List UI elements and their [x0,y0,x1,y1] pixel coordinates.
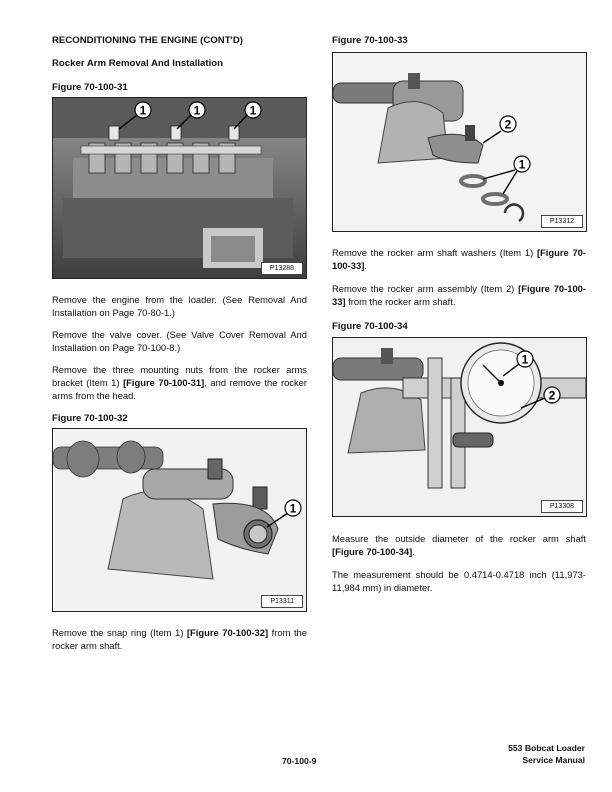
figure-32-photo [52,428,307,612]
footer-manual: Service Manual [522,754,585,765]
step-remove-mounting-nuts: Remove the three mounting nuts from the rocker arms bracket (Item 1) [Figure 70-100-31], and remove the rocker arms from the head. [52,364,307,402]
figure-33-caption: Figure 70-100-33 [332,35,408,46]
manual-identifier [508,743,585,766]
caliper-measurement-illustration [333,338,586,516]
page-number: 70-100-9 [282,756,317,766]
figure-33-callout-1: 1 [518,157,526,172]
step-remove-washers: Remove the rocker arm shaft washers (Item 1) [Figure 70-100-33]. [332,247,586,272]
figure-31-photo [52,97,307,279]
figure-32-photo-code: P13311 [261,595,303,608]
figure-31-callout-1b: 1 [193,103,201,118]
figure-34-caption: Figure 70-100-34 [332,321,408,332]
step-remove-rocker-arm-assembly: Remove the rocker arm assembly (Item 2) [Figure 70-100-33] from the rocker arm shaft. [332,283,587,308]
section-title: RECONDITIONING THE ENGINE (CONT'D) [52,35,243,46]
figure-reference: [Figure 70-100-34] [332,546,413,558]
step-remove-valve-cover: Remove the valve cover. (See Valve Cover Removal And Installation on Page 70-100-8.) [52,329,307,354]
figure-32-callout-1: 1 [289,501,297,516]
step-measure-shaft: Measure the outside diameter of the rocker arm shaft [Figure 70-100-34]. [332,533,586,558]
figure-31-photo-code: P13288 [261,262,303,275]
figure-34-callout-1: 1 [521,352,529,367]
figure-34-photo-code: P13308 [541,500,583,513]
figure-reference: [Figure 70-100-32] [186,627,269,638]
figure-31-callout-1c: 1 [249,103,257,118]
step-measurement-spec: The measurement should be 0.4714-0.4718 inch (11,973-11,984 mm) in diameter. [332,569,586,594]
figure-34-callout-2: 2 [548,388,556,403]
step-remove-snap-ring: Remove the snap ring (Item 1) [Figure 70-100-32] from the rocker arm shaft. [52,627,307,652]
figure-33-callout-2: 2 [504,117,512,132]
rocker-arm-shaft-illustration [53,429,306,611]
figure-33-photo-code: P13312 [541,215,583,228]
footer-model: 553 Bobcat Loader [508,743,585,753]
figure-33-photo [332,52,587,232]
figure-34-photo [332,337,587,517]
engine-head-illustration [53,98,306,278]
figure-31-caption: Figure 70-100-31 [52,82,128,93]
figure-reference: [Figure 70-100-33] [332,283,587,308]
subsection-title: Rocker Arm Removal And Installation [52,58,223,69]
rocker-arm-washers-illustration [333,53,586,231]
figure-31-callout-1a: 1 [139,103,147,118]
step-remove-engine: Remove the engine from the loader. (See Removal And Installation on Page 70-80-1.) [52,294,307,319]
figure-reference: [Figure 70-100-31] [123,377,205,389]
figure-32-caption: Figure 70-100-32 [52,413,128,424]
figure-reference: [Figure 70-100-33] [332,247,586,272]
